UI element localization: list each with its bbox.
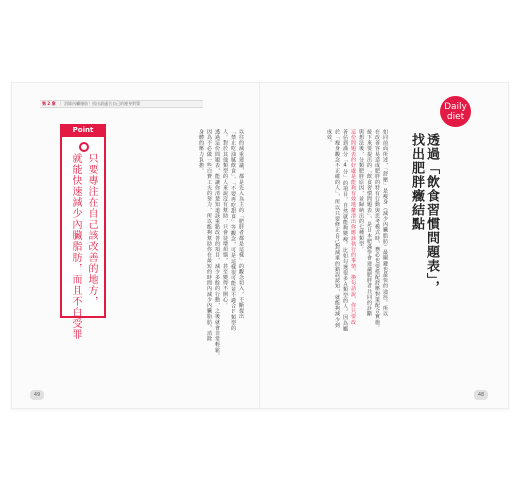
page-number-right: 48 xyxy=(474,390,488,400)
running-header xyxy=(40,100,203,108)
chapter-label: 第 2 章 xyxy=(42,101,56,106)
right-paragraph: 善佔到滿分「4分」的項目，自然就能夠變瘦。比如勾選很多Ａ類型的人，因為屬 xyxy=(342,129,348,332)
page-fold xyxy=(259,83,261,408)
title-line-1: 透過「飲食習慣問題表」， xyxy=(424,133,439,295)
right-paragraph: 接下來要提出的「飲食習慣問題表」，是日本肥滿學會建議肥胖者共同的診斷 xyxy=(366,129,372,317)
left-paragraph: 因為不必做一些白費工夫的努力，所以能夠幫助你在最短的時間內減少內臟脂肪，消除 xyxy=(206,129,212,342)
point-tab: Point xyxy=(60,124,106,137)
point-line-1: 只要專注在自己該改善的地方， xyxy=(86,153,97,307)
right-paragraph: 如同前面所述，「舒壓」是瘦身（減少內臟脂肪）最關鍵也最快的途徑。所以 xyxy=(382,129,388,317)
right-paragraph: 於「瘦身觀念不正確的人」，所以只要修正自己對減重的錯誤認知，就能夠減少到 xyxy=(334,129,340,329)
right-paragraph-highlight: 這份問題表的好處是能夠有效地釐清出你應該執行的事情，換句話說，你只要改 xyxy=(350,129,356,325)
right-paragraph: 與想法後，分類肥胖原因，並歸納出的七種類型。 xyxy=(358,129,364,253)
daily-diet-badge xyxy=(440,96,471,127)
page-number-left: 49 xyxy=(30,390,44,400)
running-title: ｜ 消除內臟脂肪！找出最適合自己的瘦身對策 xyxy=(58,101,141,106)
right-paragraph: 成效。 xyxy=(326,129,332,146)
left-paragraph: 身體的壓力負擔。 xyxy=(198,129,204,174)
right-paragraph: 在改善容易造成肥胖的特有行動與思考模式時，務必也要搭配舒壓對策配合實施。 xyxy=(374,129,380,331)
left-paragraph: 透過這份問題表，能讓你清楚知道該重點改善的項目，減少多餘的行動，之後就會非常輕鬆。 xyxy=(214,129,220,359)
left-paragraph: 「禁止吃油膩飲食」、「不要再吃甜食」等觀念，可是這樣很可能並不適合Ｆ類型的 xyxy=(230,129,236,332)
left-paragraph: 人。對於其他類型的人來說沒有幫助，只會徒增煩惱，甚至變得不開心。 xyxy=(222,129,228,309)
book-spread xyxy=(11,82,509,409)
badge-line2: diet xyxy=(446,111,465,122)
point-callout xyxy=(60,124,106,340)
title-line-2: 找出肥胖癥結點 xyxy=(409,133,424,231)
point-line-2: 就能快速減少內臟脂肪，而且不白受罪 xyxy=(70,153,81,340)
left-paragraph: 以往的減重建議，都是先入為主的「肥胖者都是這樣」的觀念切入，不斷提出 xyxy=(238,129,244,320)
circle-icon xyxy=(79,142,89,152)
badge-line1: Daily xyxy=(444,101,467,112)
